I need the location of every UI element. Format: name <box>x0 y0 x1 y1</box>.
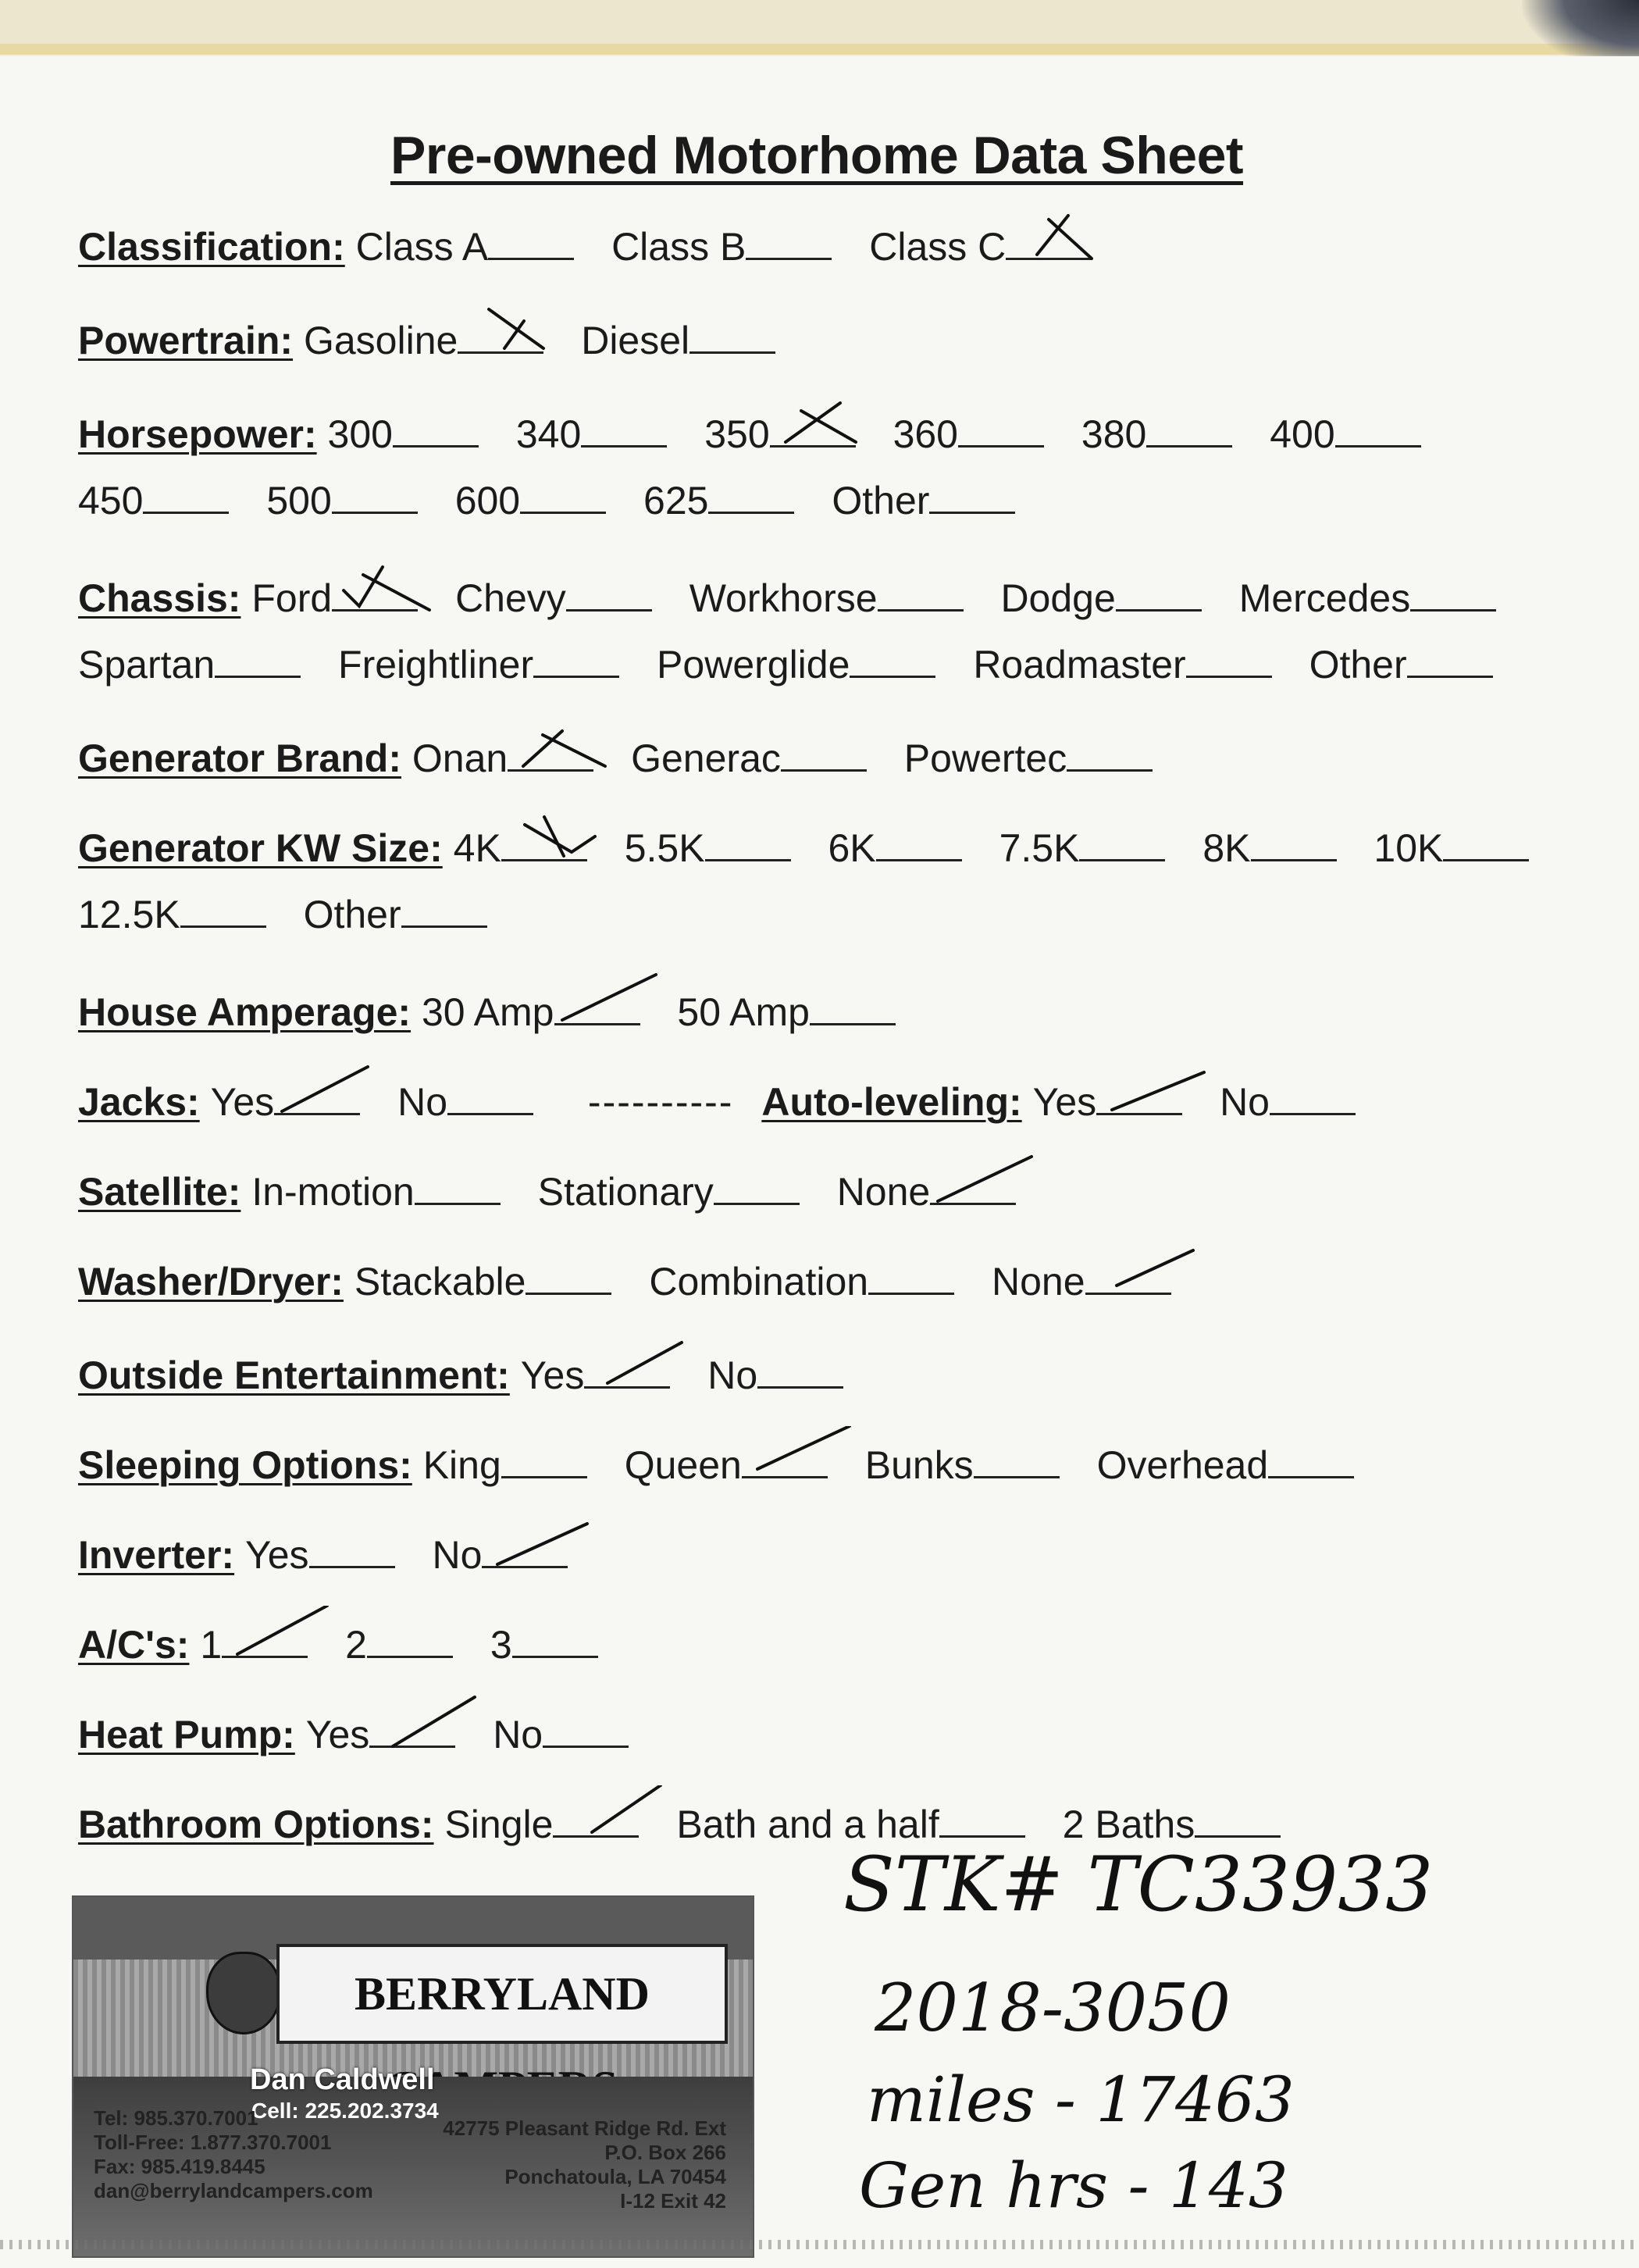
option-stationary: Stationary <box>538 1169 800 1214</box>
option-inverter-yes: Yes <box>245 1532 395 1578</box>
label-washer-dryer: Washer/Dryer: <box>78 1260 344 1303</box>
option-spartan: Spartan <box>78 642 301 687</box>
option-kw-10k: 10K <box>1374 826 1529 871</box>
option-dodge: Dodge <box>1000 576 1201 621</box>
option-mercedes: Mercedes <box>1239 576 1497 621</box>
row-horsepower <box>78 412 1448 466</box>
option-kw-7-5k: 7.5K <box>999 826 1166 871</box>
row-inverter <box>78 1532 594 1587</box>
row-jacks <box>78 1079 1382 1134</box>
option-ac-1: 1 <box>200 1622 308 1667</box>
handwritten-model: 2018-3050 <box>875 1970 1231 2046</box>
option-hp-450: 450 <box>78 478 229 523</box>
x-mark-icon <box>458 301 567 356</box>
option-ford: Ford <box>251 576 418 621</box>
option-onan: Onan <box>412 736 593 781</box>
contact-phones <box>94 2106 373 2203</box>
label-bathroom-options: Bathroom Options: <box>78 1803 434 1846</box>
contact-email: dan@berrylandcampers.com <box>94 2179 373 2202</box>
option-class-c: Class C <box>869 224 1092 269</box>
option-hp-other: Other <box>832 478 1015 523</box>
option-auto-leveling-no: No <box>1220 1079 1356 1125</box>
label-powertrain: Powertrain: <box>78 319 294 362</box>
option-hp-360: 360 <box>893 412 1044 457</box>
contact-fax: Fax: 985.419.8445 <box>94 2155 265 2178</box>
handwritten-gen-hours: Gen hrs - 143 <box>859 2149 1288 2222</box>
option-kw-6k: 6K <box>828 826 962 871</box>
row-chassis-2 <box>78 642 1520 697</box>
row-horsepower-2 <box>78 478 1042 533</box>
label-generator-kw: Generator KW Size: <box>78 826 443 870</box>
row-generator-brand <box>78 736 1179 790</box>
address-line-2: P.O. Box 266 <box>604 2141 726 2164</box>
contact-address <box>414 2116 726 2213</box>
label-sleeping-options: Sleeping Options: <box>78 1443 412 1487</box>
option-single: Single <box>444 1802 639 1847</box>
check-mark-icon <box>554 973 664 1028</box>
option-chassis-other: Other <box>1309 642 1493 687</box>
contact-tel: Tel: 985.370.7001 <box>94 2106 258 2130</box>
page-title: Pre-owned Motorhome Data Sheet <box>390 126 1244 185</box>
address-line-4: I-12 Exit 42 <box>620 2189 726 2213</box>
x-mark-icon <box>770 395 879 450</box>
contact-toll-free: Toll-Free: 1.877.370.7001 <box>94 2131 332 2154</box>
separator-dashes: ---------- <box>587 1080 734 1124</box>
option-powerglide: Powerglide <box>657 642 935 687</box>
option-class-a: Class A <box>356 224 575 269</box>
option-hp-340: 340 <box>516 412 667 457</box>
option-workhorse: Workhorse <box>689 576 964 621</box>
option-hp-380: 380 <box>1081 412 1232 457</box>
top-edge-strip <box>0 0 1639 55</box>
check-mark-icon <box>222 1606 331 1660</box>
option-hp-625: 625 <box>643 478 794 523</box>
check-mark-icon <box>274 1063 383 1118</box>
strawberry-logo-icon <box>206 1952 281 2034</box>
x-mark-icon <box>1006 208 1115 262</box>
option-30-amp: 30 Amp <box>422 990 640 1035</box>
scan-edge <box>0 2240 1639 2249</box>
row-generator-kw <box>78 826 1555 880</box>
check-mark-icon <box>742 1426 851 1481</box>
row-sleeping-options <box>78 1442 1381 1497</box>
contact-name: Dan Caldwell <box>250 2063 435 2096</box>
check-mark-icon <box>553 1785 662 1840</box>
address-line-1: 42775 Pleasant Ridge Rd. Ext <box>443 2116 726 2140</box>
option-inverter-no: No <box>432 1532 568 1578</box>
check-mark-icon <box>584 1336 693 1391</box>
label-ac: A/C's: <box>78 1623 190 1667</box>
option-in-motion: In-motion <box>251 1169 500 1214</box>
option-washer-none: None <box>992 1259 1171 1304</box>
label-jacks: Jacks: <box>78 1080 200 1124</box>
option-kw-other: Other <box>304 892 487 937</box>
row-powertrain <box>78 318 802 373</box>
handwritten-miles: miles - 17463 <box>867 2063 1295 2136</box>
option-jacks-no: No <box>397 1079 533 1125</box>
option-ac-2: 2 <box>345 1622 453 1667</box>
handwritten-stock-number: STK# TC33933 <box>843 1841 1434 1928</box>
option-king: King <box>423 1442 587 1488</box>
row-outside-entertainment <box>78 1353 870 1407</box>
option-kw-4k: 4K <box>454 826 587 871</box>
x-mark-icon <box>501 809 611 864</box>
option-diesel: Diesel <box>581 318 775 363</box>
row-ac <box>78 1622 625 1677</box>
contact-cell: Cell: 225.202.3734 <box>251 2099 439 2123</box>
option-bunks: Bunks <box>865 1442 1060 1488</box>
data-sheet-paper <box>0 56 1639 2268</box>
label-generator-brand: Generator Brand: <box>78 736 401 780</box>
check-mark-icon <box>1085 1243 1195 1297</box>
option-auto-leveling-yes: Yes <box>1033 1079 1183 1125</box>
option-hp-400: 400 <box>1270 412 1420 457</box>
x-mark-icon <box>508 719 617 774</box>
dealer-sign: BERRYLAND <box>276 1944 728 2044</box>
option-entertainment-yes: Yes <box>521 1353 671 1398</box>
check-mark-icon <box>482 1516 591 1571</box>
option-queen: Queen <box>625 1442 828 1488</box>
row-generator-kw-2 <box>78 892 514 947</box>
option-50-amp: 50 Amp <box>677 990 896 1035</box>
row-heat-pump <box>78 1712 655 1767</box>
row-satellite <box>78 1169 1042 1224</box>
option-stackable: Stackable <box>355 1259 612 1304</box>
option-kw-5-5k: 5.5K <box>625 826 791 871</box>
x-mark-icon <box>332 559 441 614</box>
option-heat-pump-yes: Yes <box>306 1712 456 1757</box>
option-roadmaster: Roadmaster <box>973 642 1271 687</box>
label-chassis: Chassis: <box>78 576 241 620</box>
option-powertec: Powertec <box>904 736 1153 781</box>
row-chassis <box>78 576 1523 630</box>
option-gasoline: Gasoline <box>304 318 543 363</box>
label-auto-leveling: Auto-leveling: <box>761 1080 1022 1124</box>
label-satellite: Satellite: <box>78 1170 241 1214</box>
option-generac: Generac <box>631 736 867 781</box>
address-line-3: Ponchatoula, LA 70454 <box>504 2165 726 2188</box>
option-hp-350: 350 <box>704 412 855 457</box>
label-heat-pump: Heat Pump: <box>78 1713 295 1756</box>
option-class-b: Class B <box>611 224 832 269</box>
option-jacks-yes: Yes <box>211 1079 361 1125</box>
option-kw-8k: 8K <box>1203 826 1336 871</box>
label-classification: Classification: <box>78 225 345 269</box>
option-kw-12-5k: 12.5K <box>78 892 266 937</box>
option-hp-300: 300 <box>328 412 479 457</box>
label-outside-entertainment: Outside Entertainment: <box>78 1353 510 1397</box>
option-hp-600: 600 <box>455 478 606 523</box>
check-mark-icon <box>369 1696 479 1750</box>
option-freightliner: Freightliner <box>338 642 619 687</box>
row-washer-dryer <box>78 1259 1198 1314</box>
label-inverter: Inverter: <box>78 1533 235 1577</box>
option-heat-pump-no: No <box>493 1712 629 1757</box>
check-mark-icon <box>930 1153 1039 1207</box>
option-combination: Combination <box>649 1259 954 1304</box>
label-horsepower: Horsepower: <box>78 412 317 456</box>
option-hp-500: 500 <box>266 478 417 523</box>
option-2-baths: 2 Baths <box>1063 1802 1281 1847</box>
row-house-amperage <box>78 990 922 1044</box>
option-ac-3: 3 <box>490 1622 598 1667</box>
option-overhead: Overhead <box>1097 1442 1355 1488</box>
option-satellite-none: None <box>837 1169 1017 1214</box>
option-entertainment-no: No <box>707 1353 843 1398</box>
check-mark-icon <box>1096 1063 1206 1118</box>
option-chevy: Chevy <box>455 576 652 621</box>
label-house-amperage: House Amperage: <box>78 990 412 1034</box>
row-classification <box>78 224 1118 279</box>
option-bath-and-a-half: Bath and a half <box>676 1802 1024 1847</box>
